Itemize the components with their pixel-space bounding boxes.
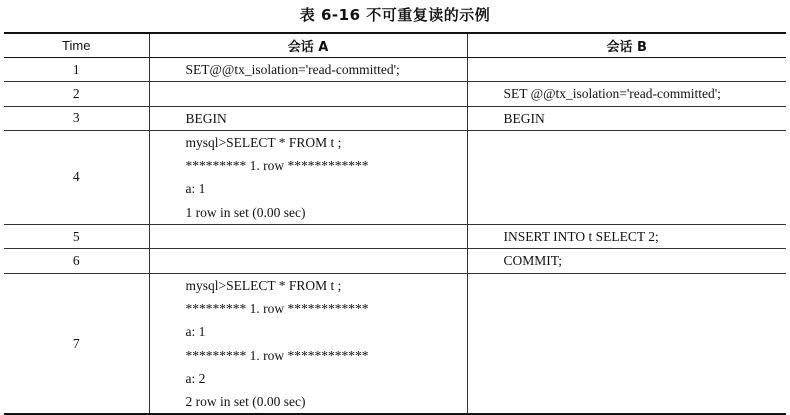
session-b-line: COMMIT; xyxy=(503,253,563,269)
table-row xyxy=(4,106,786,130)
table-caption: 表 6-16 不可重复读的示例 xyxy=(299,6,491,24)
session-a-cell xyxy=(149,249,467,273)
table-row xyxy=(4,82,786,106)
time-cell: 1 xyxy=(4,58,149,82)
table-row xyxy=(4,273,786,414)
time-cell: 4 xyxy=(4,130,149,224)
session-a-line: ********* 1. row ************ xyxy=(185,158,369,174)
session-a-cell xyxy=(149,130,467,224)
time-cell: 7 xyxy=(4,273,149,414)
session-b-cell xyxy=(467,130,786,224)
header-row xyxy=(4,33,786,58)
table-row xyxy=(4,225,786,249)
column-header-session-b: 会话 B xyxy=(467,33,786,58)
session-b-cell xyxy=(467,58,786,82)
session-b-cell xyxy=(467,225,786,249)
session-a-line: a: 2 xyxy=(185,370,206,386)
session-a-line: mysql>SELECT * FROM t ; xyxy=(185,277,342,293)
transaction-table xyxy=(4,32,786,415)
session-b-cell xyxy=(467,82,786,106)
session-b-cell xyxy=(467,106,786,130)
session-a-line: a: 1 xyxy=(185,181,206,197)
session-b-cell xyxy=(467,249,786,273)
session-b-cell xyxy=(467,273,786,414)
table-row xyxy=(4,249,786,273)
session-a-line: 1 row in set (0.00 sec) xyxy=(185,204,306,220)
time-cell: 6 xyxy=(4,249,149,273)
time-cell: 3 xyxy=(4,106,149,130)
session-b-line: SET @@tx_isolation='read-committed'; xyxy=(503,86,721,102)
session-a-cell xyxy=(149,106,467,130)
session-a-line: a: 1 xyxy=(185,324,206,340)
session-a-cell xyxy=(149,225,467,249)
time-cell: 2 xyxy=(4,82,149,106)
session-a-cell xyxy=(149,58,467,82)
session-a-line: 2 row in set (0.00 sec) xyxy=(185,394,306,410)
session-a-cell xyxy=(149,82,467,106)
table-row xyxy=(4,58,786,82)
session-a-cell xyxy=(149,273,467,414)
session-a-line: ********* 1. row ************ xyxy=(185,300,369,316)
session-a-line: ********* 1. row ************ xyxy=(185,347,369,363)
column-header-session-a: 会话 A xyxy=(149,33,467,58)
session-a-line: BEGIN xyxy=(185,110,227,126)
time-cell: 5 xyxy=(4,225,149,249)
session-b-line: INSERT INTO t SELECT 2; xyxy=(503,229,659,245)
session-a-line: mysql>SELECT * FROM t ; xyxy=(185,134,342,150)
session-b-line: BEGIN xyxy=(503,110,545,126)
column-header-time: Time xyxy=(4,33,149,58)
table-row xyxy=(4,130,786,224)
session-a-line: SET@@tx_isolation='read-committed'; xyxy=(185,62,400,77)
